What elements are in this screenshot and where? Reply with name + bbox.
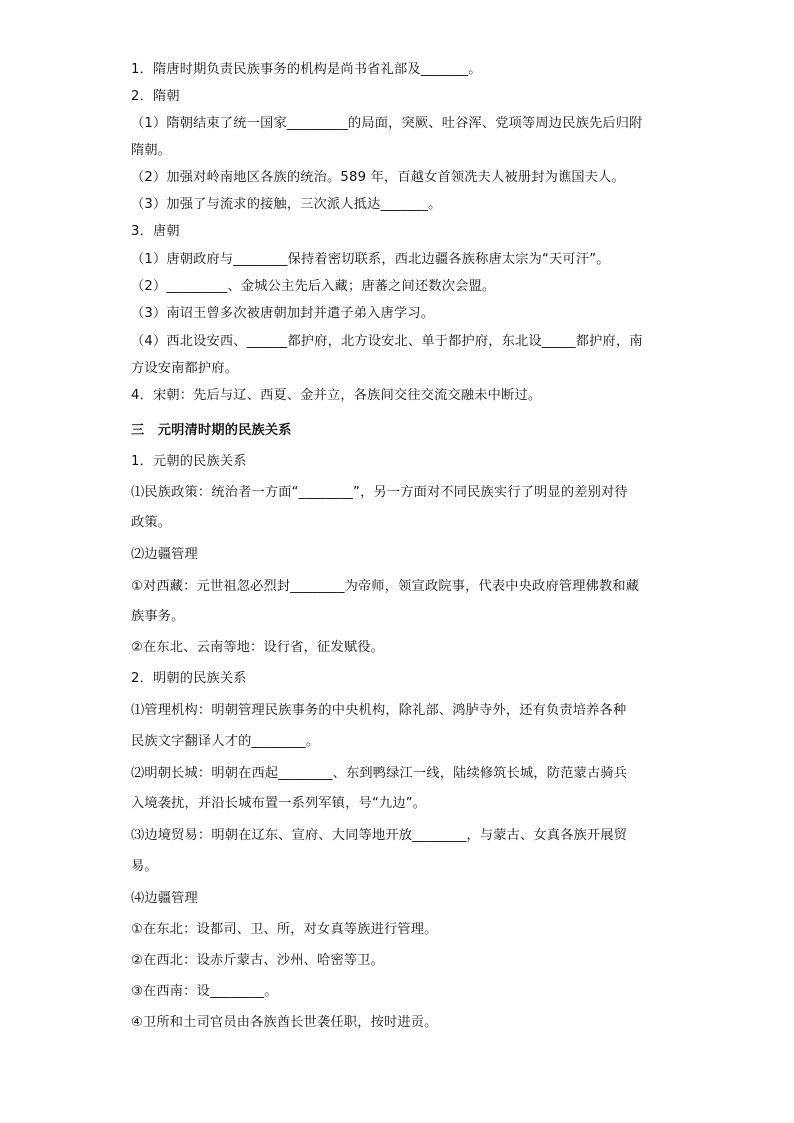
- text-line: 1．隋唐时期负责民族事务的机构是尚书省礼部及_______。: [131, 62, 482, 77]
- text-line: （4）西北设安西、______都护府，北方设安北、单于都护府，东北设_____都护府，南: [131, 334, 643, 349]
- text-line: 3．唐朝: [131, 224, 180, 239]
- text-line: 入境袭扰，并沿长城布置一系列军镇，号“九边”。: [131, 796, 427, 811]
- section-heading: 三 元明清时期的民族关系: [131, 423, 292, 438]
- text-line: （2）_________、金城公主先后入藏；唐蕃之间还数次会盟。: [131, 279, 496, 294]
- text-line: ③在西南：设________。: [131, 984, 278, 999]
- text-line: 方设安南都护府。: [131, 361, 239, 376]
- text-line: 族事务。: [131, 609, 185, 624]
- text-line: ②在东北、云南等地：设行省，征发赋役。: [131, 640, 384, 655]
- text-line: （1）唐朝政府与________保持着密切联系，西北边疆各族称唐太宗为“天可汗”。: [131, 252, 610, 267]
- text-line: 4．宋朝：先后与辽、西夏、金并立，各族间交往交流交融未中断过。: [131, 388, 542, 403]
- text-line: ⑵边疆管理: [131, 547, 198, 562]
- text-line: ②在西北：设赤斤蒙古、沙州、哈密等卫。: [131, 953, 384, 968]
- text-line: （3）南诏王曾多次被唐朝加封并遣子弟入唐学习。: [131, 306, 435, 321]
- text-line: 易。: [131, 859, 158, 874]
- text-line: 政策。: [131, 515, 172, 530]
- text-line: 2．隋朝: [131, 89, 180, 104]
- text-line: ④卫所和土司官员由各族酋长世袭任职，按时进贡。: [131, 1015, 438, 1030]
- text-line: 民族文字翻译人才的________。: [131, 734, 320, 749]
- text-line: （2）加强对岭南地区各族的统治。589 年，百越女首领冼夫人被册封为谯国夫人。: [131, 170, 625, 185]
- text-line: 1．元朝的民族关系: [131, 454, 247, 469]
- text-line: ①对西藏：元世祖忽必烈封________为帝师，领宣政院事，代表中央政府管理佛教和藏: [131, 579, 640, 594]
- text-line: ⑶边境贸易：明朝在辽东、宣府、大同等地开放________，与蒙古、女真各族开展贸: [131, 828, 628, 843]
- text-line: ①在东北：设都司、卫、所，对女真等族进行管理。: [131, 922, 438, 937]
- text-line: 2．明朝的民族关系: [131, 671, 247, 686]
- text-line: ⑴管理机构：明朝管理民族事务的中央机构，除礼部、鸿胪寺外，还有负责培养各种: [131, 703, 627, 718]
- text-line: 隋朝。: [131, 143, 172, 158]
- text-line: ⑵明朝长城：明朝在西起________、东到鸭绿江一线，陆续修筑长城，防范蒙古骑兵: [131, 766, 628, 781]
- text-line: （3）加强了与流求的接触，三次派人抵达_______。: [131, 197, 442, 212]
- text-line: ⑴民族政策：统治者一方面“________”，另一方面对不同民族实行了明显的差别对待: [131, 485, 628, 500]
- text-line: （1）隋朝结束了统一国家_________的局面，突厥、吐谷浑、党项等周边民族先后归附: [131, 116, 643, 131]
- text-line: ⑷边疆管理: [131, 891, 198, 906]
